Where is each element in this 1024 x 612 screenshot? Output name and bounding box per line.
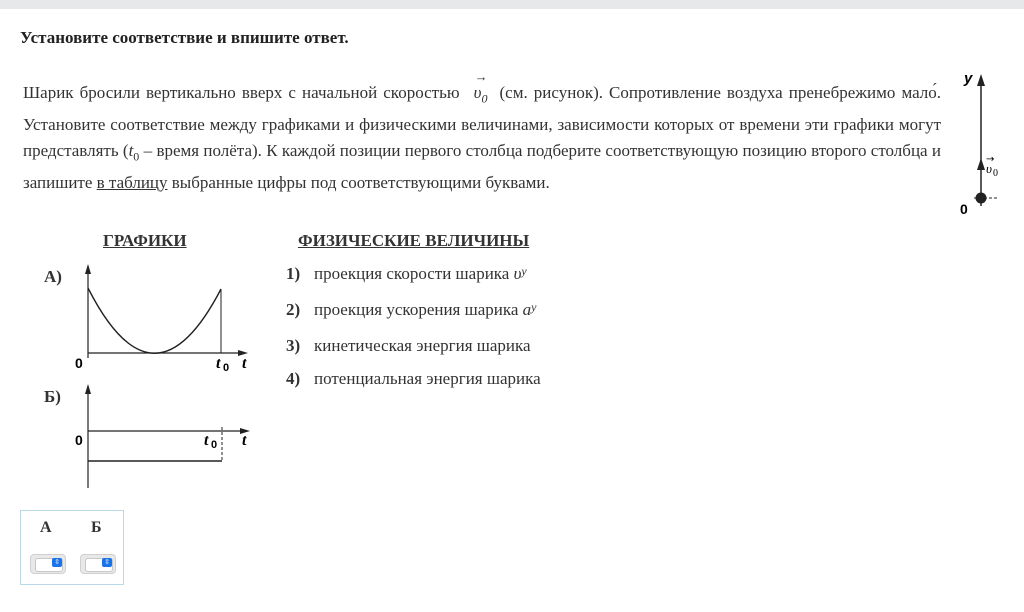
graph-a-t-axis: t bbox=[242, 355, 247, 372]
graph-b-t0-sub: 0 bbox=[211, 439, 218, 451]
quantities-heading: ФИЗИЧЕСКИЕ ВЕЛИЧИНЫ bbox=[298, 231, 530, 250]
quantities-list bbox=[286, 264, 541, 405]
answer-select-a[interactable] bbox=[30, 554, 66, 574]
updown-chevron-icon: ⇳ bbox=[52, 558, 62, 567]
updown-chevron-icon: ⇳ bbox=[102, 558, 112, 567]
origin-label: 0 bbox=[960, 201, 968, 217]
graph-b-origin: 0 bbox=[75, 432, 83, 448]
problem-part-1: Шарик бросили вертикально вверх с начальной скоростью bbox=[23, 83, 460, 102]
top-bar bbox=[0, 0, 1024, 9]
list-item: 1) проекция скорости шарика υ y bbox=[286, 264, 527, 283]
graph-a-letter: А) bbox=[44, 267, 62, 286]
vector-arrow-icon: → bbox=[474, 69, 488, 84]
answer-table-link[interactable]: в таблицу bbox=[96, 173, 168, 193]
answer-select-b[interactable] bbox=[80, 554, 116, 574]
list-item: 2) проекция ускорения шарика a y bbox=[286, 300, 537, 319]
initial-velocity-label: υ bbox=[986, 161, 992, 176]
list-item: 4) потенциальная энергия шарика bbox=[286, 369, 541, 388]
vector-arrow-icon: → bbox=[986, 154, 995, 165]
y-axis-label: y bbox=[964, 70, 973, 87]
answer-header-b: Б bbox=[91, 519, 102, 536]
graph-a bbox=[70, 262, 260, 377]
graph-b bbox=[70, 382, 260, 494]
list-item: 3) кинетическая энергия шарика bbox=[286, 336, 531, 355]
graphs-heading: ГРАФИКИ bbox=[103, 231, 187, 250]
graph-a-origin: 0 bbox=[75, 355, 83, 371]
problem-part-3: – время полёта). К каждой позиции первого столбца подберите соответствующую позицию второго столбца и запишите bbox=[23, 141, 941, 193]
graph-b-t0: t bbox=[204, 432, 209, 449]
graph-b-t-axis: t bbox=[242, 432, 247, 449]
ball bbox=[976, 193, 987, 204]
initial-velocity-sub: 0 bbox=[993, 168, 998, 179]
problem-part-4: выбранные цифры под соответствующими буквами. bbox=[171, 173, 550, 193]
ball-figure bbox=[948, 66, 1008, 226]
graph-a-t0: t bbox=[216, 355, 221, 372]
problem-part-2: (см. рисунок). Сопротивление воздуха пренебрежимо мало́. Установите соответствие между графиками и физическими величинами, зависимости которых от времени эти графики могут представлять ( bbox=[23, 83, 942, 161]
problem-text bbox=[23, 69, 942, 197]
answer-table bbox=[20, 510, 124, 585]
graph-a-t0-sub: 0 bbox=[223, 362, 230, 374]
time-subscript: 0 bbox=[133, 149, 140, 164]
time-symbol: t bbox=[128, 141, 134, 161]
task-instruction: Установите соответствие и впишите ответ. bbox=[20, 28, 349, 47]
velocity-symbol: → $\upsilon_0$ bbox=[474, 80, 488, 112]
graph-b-letter: Б) bbox=[44, 387, 61, 406]
answer-header-a: А bbox=[40, 519, 52, 536]
parabola-curve bbox=[88, 288, 221, 353]
